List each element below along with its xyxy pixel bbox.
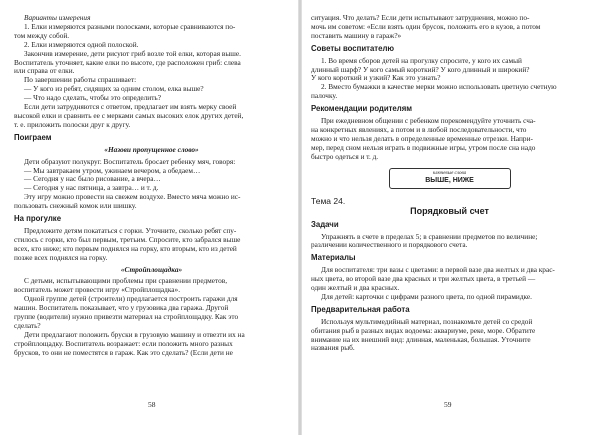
right-page — [311, 14, 588, 414]
game2-line: Дети предлагают положить бруски в грузовую машину и отвезти их на — [24, 329, 245, 339]
parents-line: мер, перед сном нельзя играть в подвижные игры, утром после сна надо — [311, 142, 536, 152]
right-intro-line: поставить машину в гараж?» — [311, 30, 402, 40]
page-number-right: 59 — [444, 400, 452, 409]
topic-number: Тема 24. — [311, 195, 346, 206]
keywords-text: ВЫШЕ, НИЖЕ — [425, 176, 474, 184]
section-heading-play: Поиграем — [14, 132, 52, 142]
walk-line: позже всех поднялся на горку. — [14, 252, 108, 262]
game-title-missing-word: «Назови пропущенное слово» — [104, 144, 199, 154]
advice-line: 1. Во время сборов детей на прогулку спросите, у кого их самый — [321, 55, 522, 65]
right-intro-line: ситуация. Что делать? Если дети испытывают затруднения, можно по- — [311, 13, 530, 22]
left-intro-line: 1. Елки измеряются разными полосками, которые сравниваются по- — [24, 21, 236, 31]
advice-line: У кого короткий и узкий? Как это узнать? — [311, 73, 441, 83]
book-gutter — [298, 0, 302, 435]
game2-line: С детьми, испытывающими проблемы при сравнении предметов, — [24, 276, 228, 286]
advice-line: палочку. — [311, 91, 338, 101]
game2-line: воспитатель может провести игру «Стройплощадка». — [14, 285, 181, 295]
left-intro-line: том между собой. — [14, 30, 70, 40]
tasks-line: Упражнять в счете в пределах 5; в сравнении предметов по величине; — [321, 231, 538, 241]
game1-line: — Сегодня у нас пятница, а завтра… и т. д. — [24, 183, 159, 193]
parents-line: При ежедневном общении с ребенком порекомендуйте уточнить сча- — [321, 116, 536, 126]
walk-line: стилось с горки, кто был первым, третьим. Спросите, кто забрался выше — [14, 234, 241, 244]
advice-line: 2. Вместо бумажки в качестве мерки можно использовать цветную счетную — [321, 82, 557, 92]
prep-line: внимание на их внешний вид: длинная, маленькая, большая. Уточните — [311, 334, 531, 344]
parents-line: быстро одеться и т. д. — [311, 151, 379, 161]
section-heading-prep: Предварительная работа — [311, 304, 410, 314]
game1-line: пользовать снежный комок или шишку. — [14, 201, 137, 211]
left-intro-line: — Что надо сделать, чтобы это определить? — [24, 93, 161, 103]
materials-line: Для детей: карточки с цифрами разного цвета, по одной пирамидке. — [321, 291, 532, 301]
game2-line: группе (водители) нужно привезти материал на стройплощадку. Как это — [14, 312, 239, 322]
topic-title: Порядковый счет — [410, 205, 489, 216]
materials-line: один желтый и два красных. — [311, 283, 400, 293]
left-intro-line: или справа от елки. — [14, 66, 75, 76]
materials-line: Для воспитателя: три вазы с цветами: в первой вазе два желтых и два крас- — [321, 265, 555, 275]
keywords-label: ключевые слова — [432, 170, 467, 176]
left-intro-line: — У кого из ребят, сидящих за одним столом, елка выше? — [24, 84, 204, 94]
left-intro-line: Варианты измерения — [24, 13, 91, 22]
section-heading-advice: Советы воспитателю — [311, 43, 395, 53]
game2-line: Одной группе детей (строители) предлагается построить гаражи для — [24, 294, 238, 304]
left-page — [14, 14, 289, 414]
materials-line: ных цвета, во второй вазе два красных и три желтых цвета, в третьей — — [311, 274, 536, 284]
tasks-line: различении количественного и порядкового счета. — [311, 240, 468, 250]
left-intro-line: 2. Елки измеряются одной полоской. — [24, 39, 139, 49]
keywords-box — [389, 168, 511, 189]
right-intro-line: мочь им советом: «Если взять один брусок, положить его в кузов, а потом — [311, 21, 541, 31]
prep-line: обитания рыб в разных видах водоема: аквариуме, реке, море. Обратите — [311, 325, 536, 335]
game-title-construction-site: «Стройплощадка» — [120, 264, 183, 274]
parents-line: можно и что нельзя делать в определенные временные отрезки. Напри- — [311, 133, 533, 143]
game2-line: сделать? — [14, 321, 41, 330]
prep-line: названия рыб. — [311, 343, 355, 353]
game2-line: машин. Воспитатель показывает, что у грузовика два гаража. Другой — [14, 303, 229, 313]
game1-line: — Мы завтракаем утром, ужинаем вечером, а обедаем… — [24, 165, 201, 175]
walk-line: Предложите детям покататься с горки. Уточните, сколько ребят спу- — [24, 225, 237, 235]
section-heading-walk: На прогулке — [14, 214, 62, 224]
section-heading-tasks: Задачи — [311, 219, 339, 229]
left-intro-line: По завершении работы спрашивает: — [24, 75, 137, 85]
game1-line: Дети образуют полукруг. Воспитатель бросает ребенку мяч, говоря: — [24, 156, 236, 166]
walk-line: всех, кто ниже; кто первым поднялся на горку, кто вторым, кто из детей — [14, 243, 237, 253]
section-heading-parents: Рекомендации родителям — [311, 104, 413, 114]
left-intro-line: Воспитатель уточняет, какие елки по высоте, где расположен гриб: слева — [14, 57, 241, 67]
game2-line: стройплощадку. Воспитатель возражает: если положить много разных — [14, 338, 233, 348]
game1-line: Эту игру можно провести на свежем воздухе. Вместо мяча можно ис- — [24, 192, 241, 202]
advice-line: длинный шарф? У кого самый короткий? У кого длинный и широкий? — [311, 64, 530, 74]
parents-line: на конкретных явлениях, а потом и в любой последовательности, что — [311, 124, 527, 134]
page-number-left: 58 — [148, 400, 156, 409]
left-intro-line: т. е. приложить полоски друг к другу. — [14, 119, 131, 129]
prep-line: Используя мультимедийный материал, познакомьте детей со средой — [321, 316, 533, 326]
game2-line: брусков, то они не поместятся в гараж. Как это сделать? (Если дети не — [14, 347, 233, 357]
section-heading-materials: Материалы — [311, 253, 356, 263]
game1-line: — Сегодня у нас было рисование, а вчера… — [24, 174, 161, 184]
left-intro-line: высокой елки и сравнить ее с мерками самых высоких елок других детей, — [14, 110, 244, 120]
left-intro-line: Если дети затрудняются с ответом, предлагает им взять мерку своей — [24, 102, 237, 112]
left-intro-line: Закончив измерение, дети рисуют гриб возле той елки, которая выше. — [24, 48, 241, 58]
